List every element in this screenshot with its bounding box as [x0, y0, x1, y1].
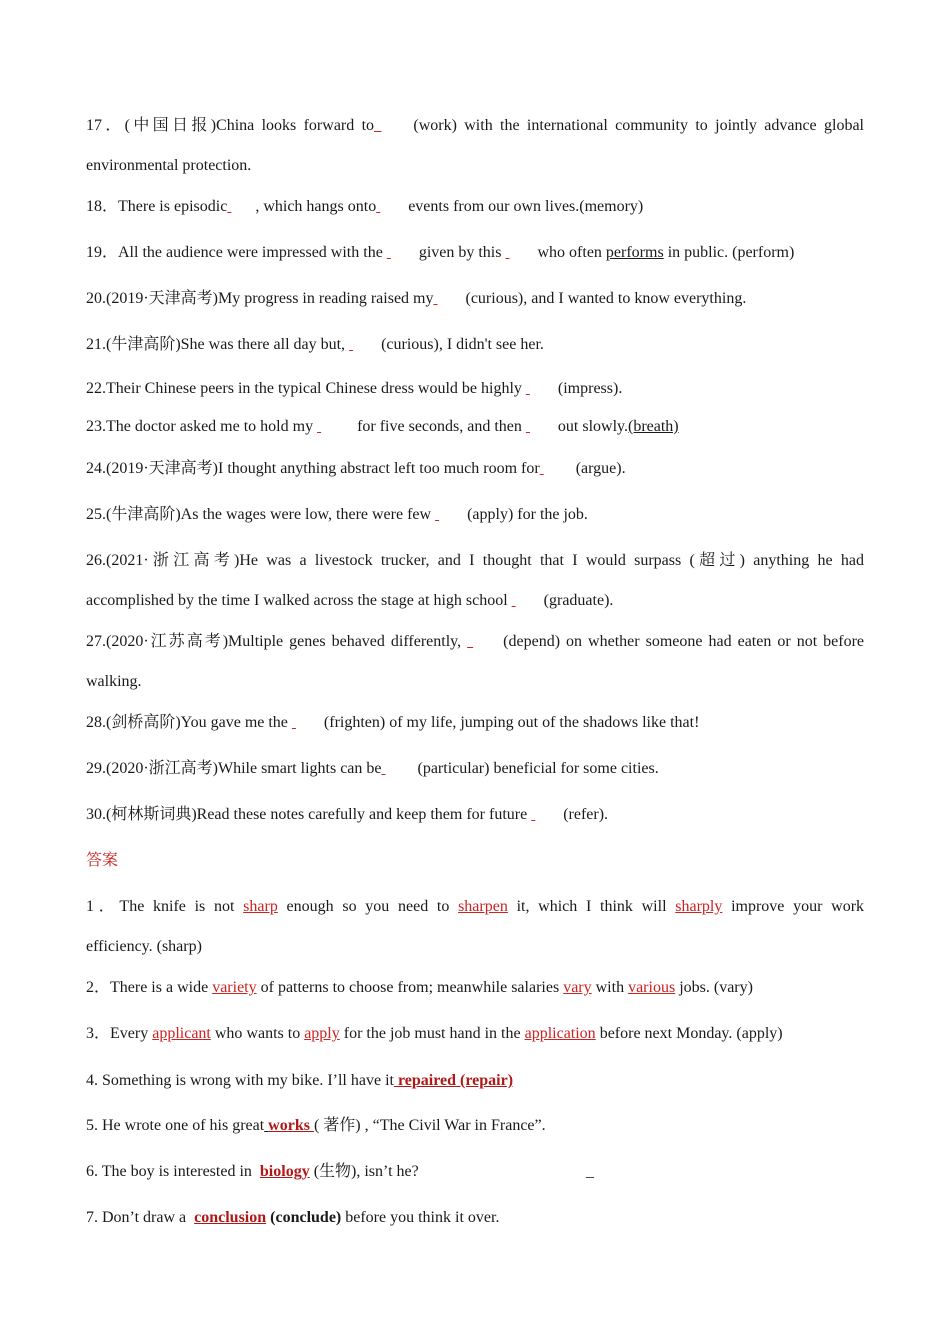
answer-5: 5. He wrote one of his great works ( 著作) , “The Civil War in France”.: [86, 1117, 546, 1134]
question-26: 26.(2021·浙江高考)He was a livestock trucker, and I thought that I would surpass (超过) anything he had: [86, 552, 864, 569]
blank: [505, 244, 533, 261]
blank: [435, 506, 467, 523]
blank: [526, 380, 554, 397]
question-20: 20.(2019·天津高考)My progress in reading raised my (curious), and I wanted to know everything.: [86, 290, 747, 307]
question-27: 27.(2020·江苏高考)Multiple genes behaved differently, (depend) on whether someone had eaten or not before: [86, 633, 865, 650]
answer-3: 3．Every applicant who wants to apply for the job must hand in the application before next Monday. (apply): [86, 1025, 783, 1042]
blank: [526, 418, 554, 435]
blank: [387, 244, 415, 261]
blank: [349, 336, 377, 353]
blank: [382, 760, 418, 777]
question-23: 23.The doctor asked me to hold my for five seconds, and then out slowly.(breath): [86, 418, 679, 435]
blank: [540, 460, 572, 477]
question-26-cont: accomplished by the time I walked across the stage at high school (graduate).: [86, 592, 614, 609]
answers-heading: 答案: [86, 852, 119, 869]
question-30: 30.(柯林斯词典)Read these notes carefully and keep them for future (refer).: [86, 806, 609, 823]
question-27-cont: walking.: [86, 673, 142, 690]
answer-1: 1．The knife is not sharp enough so you need to sharpen it, which I think will sharply improve your work: [86, 898, 865, 915]
question-22: 22.Their Chinese peers in the typical Chinese dress would be highly (impress).: [86, 380, 623, 397]
blank: [434, 290, 462, 307]
answer-2: 2．There is a wide variety of patterns to choose from; meanwhile salaries vary with various jobs. (vary): [86, 979, 753, 996]
question-17: 17．(中国日报)China looks forward to (work) with the international community to jointly advance global: [86, 117, 864, 134]
blank: [374, 117, 413, 134]
blank: [292, 714, 320, 731]
answer-1-cont: efficiency. (sharp): [86, 938, 202, 955]
blank: [227, 198, 255, 215]
question-28: 28.(剑桥高阶)You gave me the (frighten) of my life, jumping out of the shadows like that!: [86, 714, 700, 731]
question-17-cont: environmental protection.: [86, 157, 252, 174]
question-29: 29.(2020·浙江高考)While smart lights can be (particular) beneficial for some cities.: [86, 760, 659, 777]
question-18: 18．There is episodic , which hangs onto events from our own lives.(memory): [86, 198, 644, 215]
question-21: 21.(牛津高阶)She was there all day but, (curious), I didn't see her.: [86, 336, 544, 353]
question-25: 25.(牛津高阶)As the wages were low, there were few (apply) for the job.: [86, 506, 588, 523]
answer-6: 6. The boy is interested in biology (生物), isn’t he? _: [86, 1163, 594, 1180]
blank: [531, 806, 559, 823]
answer-7: 7. Don’t draw a conclusion (conclude) before you think it over.: [86, 1209, 500, 1226]
blank: [467, 633, 497, 650]
question-24: 24.(2019·天津高考)I thought anything abstract left too much room for (argue).: [86, 460, 626, 477]
blank: [512, 592, 540, 609]
blank: [376, 198, 404, 215]
blank: [317, 418, 353, 435]
question-19: 19．All the audience were impressed with the given by this who often performs in public. (perform): [86, 244, 795, 261]
answer-4: 4. Something is wrong with my bike. I’ll have it repaired (repair): [86, 1072, 514, 1089]
